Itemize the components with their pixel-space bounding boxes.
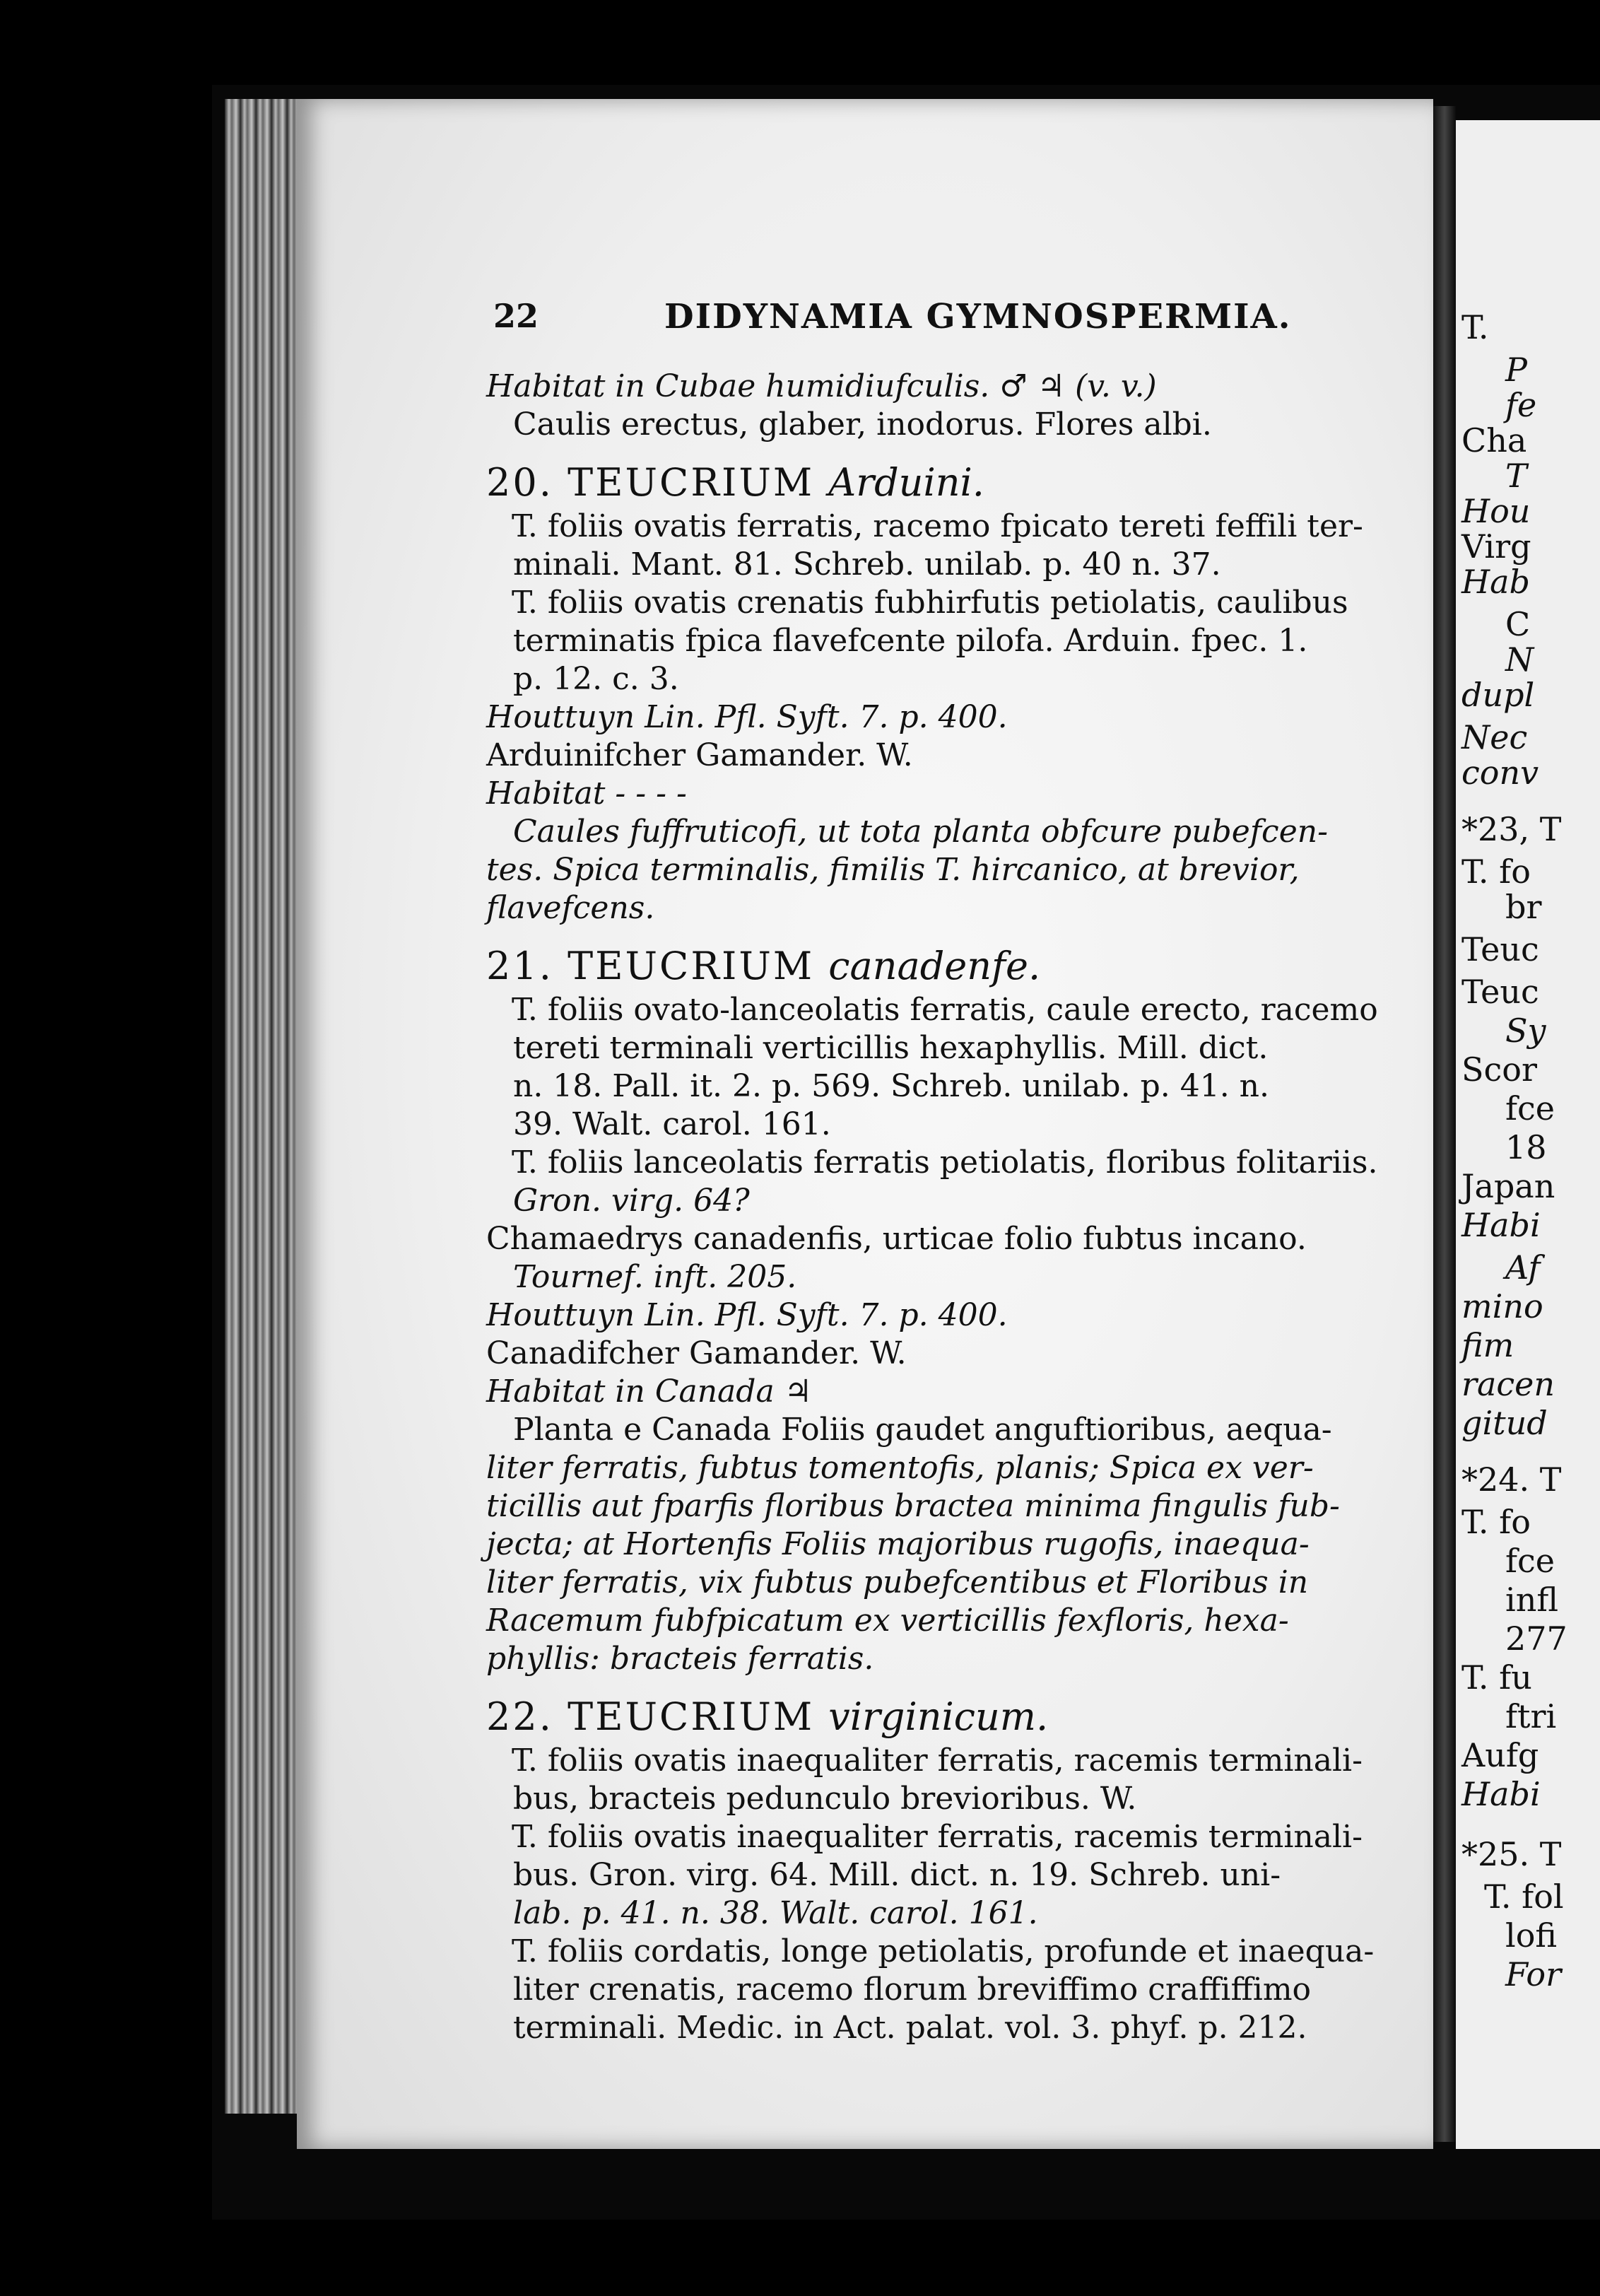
species-name: Arduini. — [828, 460, 984, 505]
text-line: Caulis erectus, glaber, inodorus. Flores albi. — [513, 406, 1212, 443]
facing-text-fragment: Hab — [1461, 563, 1530, 601]
facing-text-fragment: fce — [1505, 1542, 1555, 1580]
facing-text-fragment: N — [1505, 640, 1534, 679]
genus-name: TEUCRIUM — [567, 944, 815, 988]
species-entry — [486, 1692, 1377, 2047]
text-line: minali. Mant. 81. Schreb. unilab. p. 40 n. 37. — [513, 546, 1221, 582]
text-line: Arduinifcher Gamander. W. — [486, 737, 913, 773]
text-line: Habitat - - - - — [486, 775, 687, 812]
species-entry — [486, 942, 1377, 1678]
facing-text-fragment: 18 — [1505, 1128, 1547, 1166]
intro-block — [486, 368, 1377, 444]
text-line: liter crenatis, racemo florum breviffimo craffiffimo — [513, 1972, 1312, 2008]
facing-text-fragment: T — [1505, 457, 1527, 495]
text-line: lab. p. 41. n. 38. Walt. carol. 161. — [513, 1895, 1038, 1931]
facing-text-fragment: Cha — [1461, 421, 1527, 459]
facing-text-fragment: Nec — [1461, 718, 1528, 756]
book-page — [297, 99, 1433, 2149]
facing-text-fragment: br — [1505, 888, 1542, 926]
text-line: Canadifcher Gamander. W. — [486, 1335, 907, 1371]
text-line: T. foliis cordatis, longe petiolatis, profunde et inaequa- — [512, 1933, 1375, 1969]
running-head: DIDYNAMIA GYMNOSPERMIA. — [664, 297, 1292, 336]
text-line: ticillis aut fparfis floribus bractea minima fingulis fub- — [486, 1488, 1340, 1524]
species-heading — [486, 458, 1377, 508]
text-line: terminali. Medic. in Act. palat. vol. 3. phyf. p. 212. — [513, 2010, 1307, 2046]
facing-text-fragment: For — [1505, 1955, 1562, 1993]
text-line: Planta e Canada Foliis gaudet anguftioribus, aequa- — [513, 1412, 1332, 1448]
facing-text-fragment: gitud — [1461, 1404, 1548, 1442]
facing-text-fragment: Habi — [1461, 1206, 1541, 1244]
facing-text-fragment: T. fu — [1461, 1658, 1532, 1697]
facing-text-fragment: *25. T — [1461, 1835, 1562, 1873]
text-line: bus, bracteis pedunculo brevioribus. W. — [513, 1781, 1137, 1817]
facing-text-fragment: Virg — [1461, 527, 1531, 566]
text-line: Gron. virg. 64? — [513, 1183, 750, 1219]
text-line: 39. Walt. carol. 161. — [513, 1106, 831, 1142]
text-line: T. foliis ovatis inaequaliter ferratis, racemis terminali- — [512, 1819, 1363, 1855]
facing-text-fragment: ftri — [1505, 1697, 1557, 1735]
facing-text-fragment: dupl — [1461, 676, 1535, 714]
text-line: T. foliis lanceolatis ferratis petiolatis, floribus folitariis. — [512, 1144, 1378, 1181]
facing-text-fragment: Teuc — [1461, 973, 1539, 1011]
text-line: liter ferratis, vix fubtus pubefcentibus et Floribus in — [486, 1564, 1309, 1600]
facing-text-fragment: T. fol — [1484, 1878, 1564, 1916]
text-line: Habitat in Canada ♃ — [486, 1374, 813, 1410]
facing-text-fragment: Scor — [1461, 1050, 1537, 1089]
species-heading — [486, 1692, 1377, 1742]
text-line: bus. Gron. virg. 64. Mill. dict. n. 19. Schreb. uni- — [513, 1857, 1281, 1893]
facing-text-fragment: Hou — [1461, 492, 1531, 530]
text-line: Caules fuffruticofi, ut tota planta obfcure pubefcen- — [513, 814, 1328, 850]
facing-text-fragment: P — [1505, 351, 1527, 389]
text-line: terminatis fpica flavefcente pilofa. Arduin. fpec. 1. — [513, 623, 1308, 659]
species-heading — [486, 942, 1377, 991]
text-line: Chamaedrys canadenfis, urticae folio fubtus incano. — [486, 1221, 1307, 1257]
text-line: tereti terminali verticillis hexaphyllis. Mill. dict. — [513, 1030, 1269, 1066]
facing-text-fragment: fce — [1505, 1089, 1555, 1128]
facing-text-fragment: Af — [1505, 1248, 1541, 1287]
facing-page — [1456, 120, 1600, 2149]
text-line: flavefcens. — [486, 890, 655, 926]
species-entry — [486, 458, 1377, 927]
species-name: virginicum. — [828, 1694, 1049, 1739]
genus-name: TEUCRIUM — [567, 1694, 815, 1739]
text-line: liter ferratis, fubtus tomentofis, planis; Spica ex ver- — [486, 1450, 1314, 1486]
facing-text-fragment: mino — [1461, 1287, 1543, 1325]
facing-text-fragment: Japan — [1461, 1167, 1555, 1205]
facing-text-fragment: fim — [1461, 1326, 1514, 1364]
facing-text-fragment: Teuc — [1461, 930, 1539, 968]
text-line: T. foliis ovatis inaequaliter ferratis, racemis terminali- — [512, 1742, 1363, 1779]
page-text — [486, 368, 1377, 2061]
genus-name: TEUCRIUM — [567, 460, 815, 505]
facing-text-fragment: conv — [1461, 754, 1539, 792]
page-header — [297, 297, 1433, 339]
facing-text-fragment: *24. T — [1461, 1460, 1562, 1499]
text-line: T. foliis ovatis crenatis fubhirfutis petiolatis, caulibus — [512, 585, 1348, 621]
species-name: canadenfe. — [828, 944, 1041, 988]
text-line: tes. Spica terminalis, fimilis T. hircanico, at brevior, — [486, 852, 1300, 888]
text-line: Tournef. inft. 205. — [513, 1259, 797, 1295]
facing-text-fragment: Aufg — [1461, 1736, 1539, 1774]
text-line: jecta; at Hortenfis Foliis majoribus rugofis, inaequa- — [486, 1526, 1310, 1562]
text-line: Racemum fubfpicatum ex verticillis fexfloris, hexa- — [486, 1603, 1289, 1639]
text-line: T. foliis ovatis ferratis, racemo fpicato tereti feffili ter- — [512, 508, 1363, 544]
facing-text-fragment: lofi — [1505, 1916, 1558, 1955]
book-gutter — [1433, 106, 1456, 2142]
species-number: 22. — [486, 1694, 553, 1739]
facing-text-fragment: racen — [1461, 1365, 1555, 1403]
species-number: 20. — [486, 460, 553, 505]
text-line: n. 18. Pall. it. 2. p. 569. Schreb. unilab. p. 41. n. — [513, 1068, 1269, 1104]
text-line: Habitat in Cubae humidiufculis. ♂ ♃ (v. v.) — [486, 368, 1157, 404]
text-line: T. foliis ovato-lanceolatis ferratis, caule erecto, racemo — [512, 992, 1378, 1028]
species-number: 21. — [486, 944, 553, 988]
facing-text-fragment: 277 — [1505, 1620, 1567, 1658]
facing-text-fragment: infl — [1505, 1581, 1559, 1619]
facing-text-fragment: fe — [1505, 386, 1537, 424]
text-line: phyllis: bracteis ferratis. — [486, 1641, 874, 1677]
facing-text-fragment: T. — [1461, 308, 1489, 346]
page-number: 22 — [493, 297, 539, 335]
text-line: Houttuyn Lin. Pfl. Syft. 7. p. 400. — [486, 1297, 1008, 1333]
facing-text-fragment: Habi — [1461, 1775, 1541, 1813]
facing-text-fragment: T. fo — [1461, 853, 1531, 891]
facing-text-fragment: Sy — [1505, 1012, 1546, 1050]
text-line: Houttuyn Lin. Pfl. Syft. 7. p. 400. — [486, 699, 1008, 735]
facing-text-fragment: T. fo — [1461, 1503, 1531, 1541]
facing-text-fragment: *23, T — [1461, 810, 1562, 848]
text-line: p. 12. c. 3. — [513, 661, 679, 697]
facing-text-fragment: C — [1505, 605, 1531, 643]
